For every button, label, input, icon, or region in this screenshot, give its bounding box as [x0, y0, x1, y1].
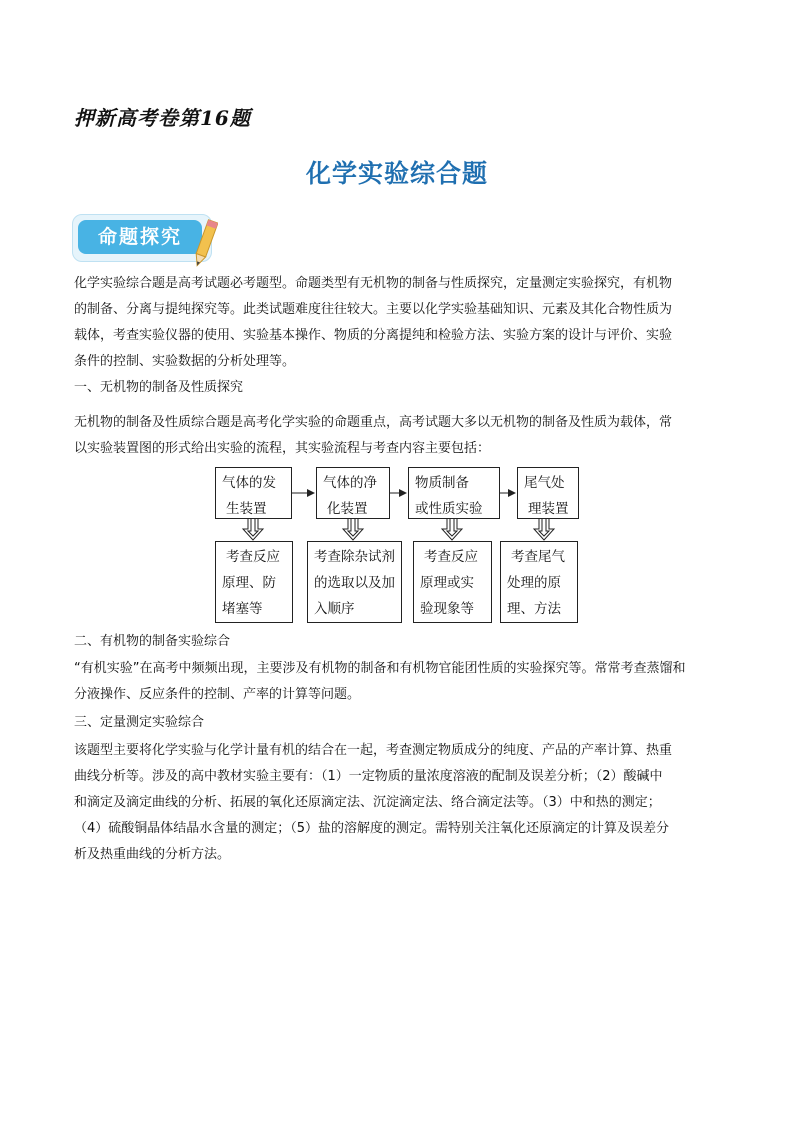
section2-heading: 二、有机物的制备实验综合: [74, 634, 231, 649]
flow-arrow-down: [442, 519, 462, 540]
flow-step-text: 气体的净: [323, 475, 377, 491]
section3-heading: 三、定量测定实验综合: [74, 715, 205, 730]
flow-arrow-down: [243, 519, 263, 540]
section2-line: “有机实验”在高考中频频出现，主要涉及有机物的制备和有机物官能团性质的实验探究等。常常考查蒸馏和: [74, 661, 686, 676]
flow-step-tail-gas: [517, 467, 579, 519]
flow-detail-text: 考查除杂试剂: [314, 549, 395, 565]
section3-line: 析及热重曲线的分析方法。: [74, 847, 231, 862]
flow-detail-text: 入顺序: [314, 601, 355, 617]
flow-detail-1: [215, 541, 293, 623]
pencil-icon: [192, 218, 218, 270]
flow-step-text: 化装置: [327, 501, 368, 517]
flow-detail-text: 考查尾气: [511, 549, 565, 565]
flow-step-gas-purification: [316, 467, 390, 519]
flow-detail-text: 处理的原: [507, 575, 561, 591]
flow-detail-text: 原理、防: [222, 575, 276, 591]
flow-detail-3: [413, 541, 492, 623]
intro-line: 条件的控制、实验数据的分析处理等。: [74, 354, 296, 369]
flow-detail-text: 验现象等: [420, 601, 474, 617]
section3-paragraph: [74, 738, 724, 868]
flow-step-text: 尾气处: [524, 475, 565, 491]
intro-line: 化学实验综合题是高考试题必考题型。命题类型有无机物的制备与性质探究，定量测定实验探究，有机物: [74, 276, 673, 291]
section3-line: 曲线分析等。涉及的高中教材实验主要有：（1）一定物质的量浓度溶液的配制及误差分析；（2）酸碱中: [74, 769, 663, 784]
section2-paragraph: [74, 656, 724, 708]
flow-step-text: 物质制备: [415, 475, 469, 491]
flow-detail-text: 的选取以及加: [314, 575, 395, 591]
badge-label: 命题探究: [97, 226, 182, 248]
flow-step-text: 气体的发: [222, 475, 276, 491]
main-title: 化学实验综合题: [305, 159, 488, 188]
section3-line: 和滴定及滴定曲线的分析、拓展的氧化还原滴定法、沉淀滴定法、络合滴定法等。（3）中和热的测定；: [74, 795, 661, 810]
topic-badge: [72, 210, 222, 266]
flow-step-gas-generation: [215, 467, 292, 519]
flow-detail-text: 考查反应: [226, 549, 280, 565]
flow-arrow-down: [534, 519, 554, 540]
flow-step-text: 理装置: [528, 501, 569, 517]
section2-line: 分液操作、反应条件的控制、产率的计算等问题。: [74, 687, 361, 702]
flow-detail-2: [307, 541, 402, 623]
flow-step-text: 生装置: [226, 501, 267, 517]
section1-paragraph: [74, 410, 724, 462]
section3-line: （4）硫酸铜晶体结晶水含量的测定；（5）盐的溶解度的测定。需特别关注氧化还原滴定的计算及误差分: [74, 821, 670, 836]
section1-line: 无机物的制备及性质综合题是高考化学实验的命题重点，高考试题大多以无机物的制备及性质为载体，常: [74, 415, 673, 430]
flow-step-text: 或性质实验: [415, 501, 483, 517]
flow-detail-text: 堵塞等: [222, 601, 263, 617]
section3-line: 该题型主要将化学实验与化学计量有机的结合在一起，考查测定物质成分的纯度、产品的产率计算、热重: [74, 743, 673, 758]
flow-detail-text: 考查反应: [424, 549, 478, 565]
intro-line: 载体，考查实验仪器的使用、实验基本操作、物质的分离提纯和检验方法、实验方案的设计与评价、实验: [74, 328, 673, 343]
flow-detail-text: 理、方法: [507, 601, 561, 617]
section1-heading: 一、无机物的制备及性质探究: [74, 380, 244, 395]
flow-detail-text: 原理或实: [420, 575, 474, 591]
flow-arrow-down: [343, 519, 363, 540]
intro-line: 的制备、分离与提纯探究等。此类试题难度往往较大。主要以化学实验基础知识、元素及其化合物性质为: [74, 302, 673, 317]
section1-line: 以实验装置图的形式给出实验的流程，其实验流程与考查内容主要包括：: [74, 441, 491, 456]
intro-paragraph: [74, 271, 724, 375]
flow-detail-4: [500, 541, 578, 623]
flow-step-preparation-experiment: [408, 467, 500, 519]
top-heading: 押新高考卷第16题: [74, 106, 251, 130]
